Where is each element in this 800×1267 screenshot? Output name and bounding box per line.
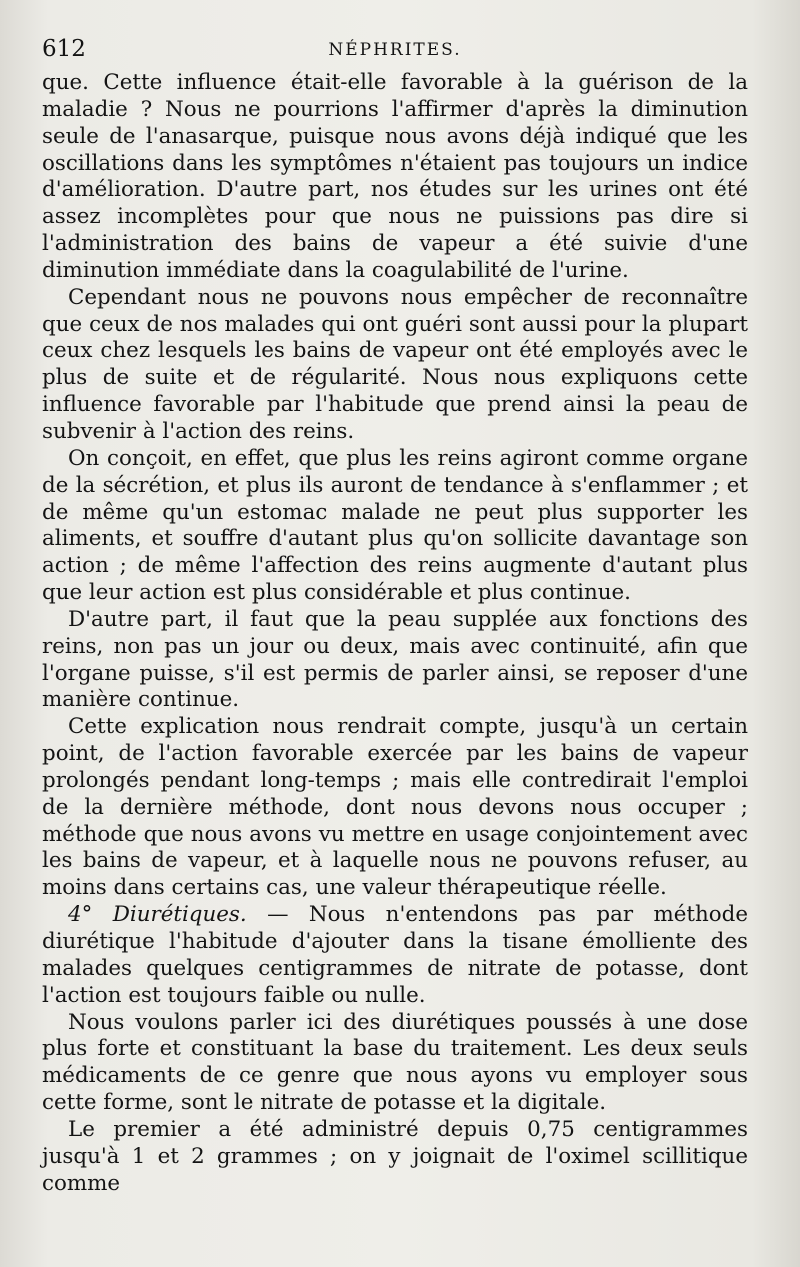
running-title: NÉPHRITES. [328, 40, 462, 60]
paragraph: Cependant nous ne pouvons nous empêcher de reconnaître que ceux de nos malades qui ont guéri sont aussi pour la plupart ceux chez lesquels les bains de vapeur ont été employés avec le plus de suite et de régularité. Nous nous expliquons cette influence favorable par l'habitude que prend ainsi la peau de subvenir à l'action des reins. [42, 284, 748, 444]
paragraph: On conçoit, en effet, que plus les reins agiront comme organe de la sécrétion, et plus ils auront de tendance à s'enflammer ; et de même qu'un estomac malade ne peut plus supporter les aliments, et souffre d'autant plus qu'on sollicite davantage son action ; de même l'affection des reins augmente d'autant plus que leur action est plus considérable et plus continue. [42, 445, 748, 606]
body-text [42, 70, 748, 1197]
section-heading: 4° Diurétiques. [68, 902, 247, 928]
paragraph: Cette explication nous rendrait compte, jusqu'à un certain point, de l'action favorable exercée par les bains de vapeur prolongés pendant long-temps ; mais elle contredirait l'emploi de la dernière méthode, dont nous devons nous occuper ; méthode que nous avons vu mettre en usage conjointement avec les bains de vapeur, et à laquelle nous ne pouvons refuser, au moins dans certains cas, une valeur thérapeutique réelle. [42, 714, 748, 901]
running-head [42, 34, 748, 70]
paragraph: que. Cette influence était-elle favorable à la guérison de la maladie ? Nous ne pourrions l'affirmer d'après la diminution seule de l'anasarque, puisque nous avons déjà indiqué que les oscillations dans les symptômes n'étaient pas toujours un indice d'amélioration. D'autre part, nos études sur les urines ont été assez incomplètes pour que nous ne puissions pas dire si l'administration des bains de vapeur a été suivie d'une diminution immédiate dans la coagulabilité de l'urine. [42, 70, 748, 283]
paragraph-text: — Nous n'entendons pas par méthode diurétique l'habitude d'ajouter dans la tisane émolliente des malades quelques centigrammes de nitrate de potasse, dont l'action est toujours faible ou nulle. [42, 902, 748, 1008]
paragraph: Le premier a été administré depuis 0,75 centigrammes jusqu'à 1 et 2 grammes ; on y joignait de l'oximel scillitique comme [42, 1116, 748, 1196]
paragraph: Nous voulons parler ici des diurétiques poussés à une dose plus forte et constituant la base du traitement. Les deux seuls médicaments de ce genre que nous ayons vu employer sous cette forme, sont le nitrate de potasse et la digitale. [42, 1009, 748, 1116]
page-number: 612 [42, 36, 86, 62]
paragraph: D'autre part, il faut que la peau supplée aux fonctions des reins, non pas un jour ou deux, mais avec continuité, afin que l'organe puisse, s'il est permis de parler ainsi, se reposer d'une manière continue. [42, 606, 748, 713]
paragraph-diuretiques [42, 902, 748, 1009]
